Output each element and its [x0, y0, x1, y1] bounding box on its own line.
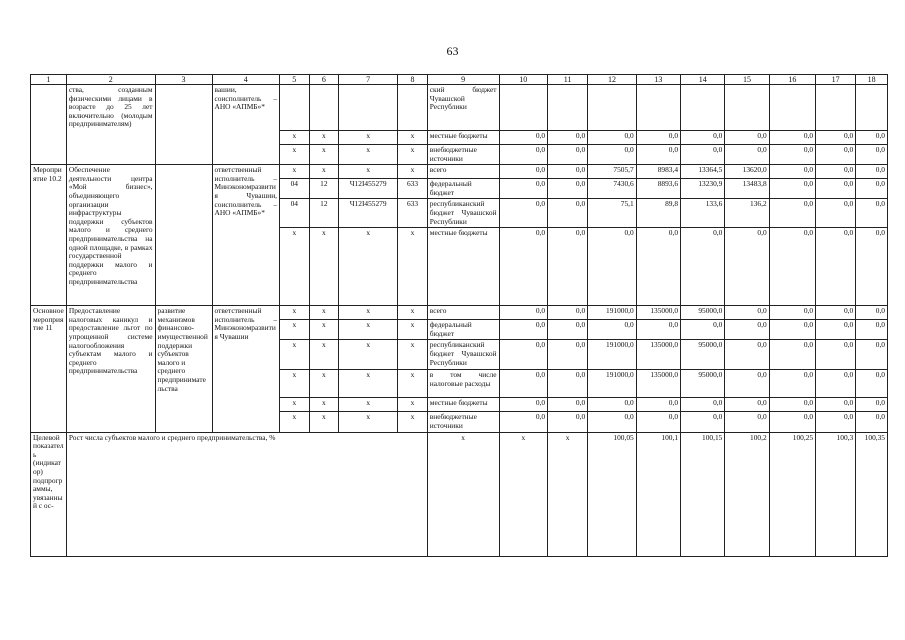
header-cell: 8: [398, 75, 428, 85]
indicator-value-cell: 100,35: [856, 432, 888, 556]
code-cell: x: [280, 398, 310, 412]
source-cell: местные бюджеты: [427, 131, 499, 145]
value-cell: 0,0: [548, 165, 588, 179]
code-cell: x: [280, 131, 310, 145]
value-cell: [769, 85, 815, 131]
measure-description-cell: ства, созданным физическими лицами в возрасте до 25 лет включительно (молодым предпринимателям): [66, 85, 155, 165]
value-cell: 0,0: [681, 145, 725, 165]
code-cell: x: [398, 320, 428, 340]
header-cell: 4: [212, 75, 280, 85]
source-cell: федеральный бюджет: [427, 179, 499, 199]
value-cell: 0,0: [769, 145, 815, 165]
value-cell: 0,0: [769, 398, 815, 412]
value-cell: 136,2: [725, 199, 769, 228]
budget-table: [30, 74, 888, 557]
executor-cell: вашии, соисполнитель – АНО «АПМБ»*: [212, 85, 280, 165]
value-cell: 0,0: [681, 228, 725, 306]
task-cell: [155, 165, 212, 306]
value-cell: 0,0: [499, 320, 548, 340]
value-cell: 0,0: [816, 398, 856, 412]
value-cell: 0,0: [548, 179, 588, 199]
code-cell: [280, 85, 310, 131]
code-cell: x: [398, 165, 428, 179]
table-row: [31, 85, 888, 131]
value-cell: 0,0: [816, 165, 856, 179]
code-cell: 04: [280, 179, 310, 199]
code-cell: x: [339, 370, 398, 398]
value-cell: 0,0: [769, 320, 815, 340]
source-cell: ский бюджет Чувашской Республики: [427, 85, 499, 131]
header-cell: 14: [681, 75, 725, 85]
value-cell: 0,0: [816, 228, 856, 306]
header-cell: 1: [31, 75, 67, 85]
value-cell: 135000,0: [636, 340, 680, 370]
value-cell: 0,0: [769, 131, 815, 145]
header-cell: 16: [769, 75, 815, 85]
value-cell: 0,0: [769, 165, 815, 179]
code-cell: x: [398, 398, 428, 412]
value-cell: 13620,0: [725, 165, 769, 179]
code-cell: 12: [309, 179, 339, 199]
value-cell: 0,0: [499, 199, 548, 228]
measure-name-cell: Мероприятие 10.2: [31, 165, 67, 306]
source-cell: внебюджетные источники: [427, 412, 499, 432]
code-cell: x: [339, 131, 398, 145]
value-cell: 0,0: [725, 131, 769, 145]
value-cell: 0,0: [725, 412, 769, 432]
header-cell: 15: [725, 75, 769, 85]
value-cell: 0,0: [588, 320, 637, 340]
value-cell: 0,0: [499, 179, 548, 199]
indicator-value-cell: 100,15: [681, 432, 725, 556]
value-cell: 0,0: [681, 131, 725, 145]
code-cell: x: [339, 320, 398, 340]
value-cell: 0,0: [548, 306, 588, 320]
value-cell: 0,0: [725, 340, 769, 370]
value-cell: 0,0: [499, 340, 548, 370]
value-cell: 0,0: [816, 412, 856, 432]
value-cell: 0,0: [725, 398, 769, 412]
value-cell: 0,0: [856, 320, 888, 340]
header-cell: 3: [155, 75, 212, 85]
code-cell: x: [309, 370, 339, 398]
code-cell: x: [280, 228, 310, 306]
value-cell: 0,0: [499, 370, 548, 398]
value-cell: 0,0: [816, 340, 856, 370]
task-cell: развитие механизмов финансово-имущественной поддержки субъектов малого и среднего предпринимательства: [155, 306, 212, 432]
source-cell: в том числе налоговые расходы: [427, 370, 499, 398]
value-cell: 0,0: [769, 340, 815, 370]
value-cell: 0,0: [856, 412, 888, 432]
value-cell: 0,0: [769, 412, 815, 432]
value-cell: 0,0: [681, 320, 725, 340]
value-cell: 0,0: [588, 228, 637, 306]
header-row: [31, 75, 888, 85]
value-cell: 0,0: [548, 398, 588, 412]
value-cell: 13364,5: [681, 165, 725, 179]
value-cell: 8893,6: [636, 179, 680, 199]
measure-name-cell: Основное мероприятие 11: [31, 306, 67, 432]
code-cell: x: [398, 131, 428, 145]
code-cell: 633: [398, 199, 428, 228]
value-cell: 0,0: [816, 145, 856, 165]
value-cell: 0,0: [548, 145, 588, 165]
header-cell: 7: [339, 75, 398, 85]
indicator-value-cell: 100,05: [588, 432, 637, 556]
measure-description-cell: Предоставление налоговых каникул и предоставление льгот по упрощенной системе налогообложения субъектам малого и среднего предпринимательства: [66, 306, 155, 432]
header-cell: 13: [636, 75, 680, 85]
value-cell: 0,0: [816, 179, 856, 199]
value-cell: [636, 85, 680, 131]
value-cell: [856, 85, 888, 131]
code-cell: x: [339, 165, 398, 179]
value-cell: 0,0: [636, 131, 680, 145]
code-cell: x: [280, 306, 310, 320]
code-cell: x: [339, 145, 398, 165]
value-cell: 191000,0: [588, 306, 637, 320]
value-cell: 0,0: [856, 398, 888, 412]
code-cell: x: [339, 306, 398, 320]
code-cell: x: [398, 412, 428, 432]
value-cell: 75,1: [588, 199, 637, 228]
value-cell: 133,6: [681, 199, 725, 228]
executor-cell: ответственный исполнитель – Минэкономразвития Чувашии: [212, 306, 280, 432]
value-cell: 0,0: [856, 179, 888, 199]
target-indicator-row: [31, 432, 888, 556]
code-cell: x: [280, 370, 310, 398]
header-cell: 6: [309, 75, 339, 85]
code-cell: x: [280, 320, 310, 340]
value-cell: 0,0: [856, 145, 888, 165]
code-cell: x: [398, 370, 428, 398]
header-cell: 9: [427, 75, 499, 85]
source-cell: всего: [427, 306, 499, 320]
value-cell: 0,0: [856, 199, 888, 228]
code-cell: x: [398, 228, 428, 306]
value-cell: 0,0: [636, 145, 680, 165]
code-cell: Ч12I455279: [339, 199, 398, 228]
value-cell: 0,0: [548, 320, 588, 340]
value-cell: 0,0: [588, 398, 637, 412]
value-cell: [681, 85, 725, 131]
value-cell: 0,0: [681, 398, 725, 412]
value-cell: 7430,6: [588, 179, 637, 199]
code-cell: x: [280, 145, 310, 165]
value-cell: 0,0: [548, 228, 588, 306]
value-cell: 191000,0: [588, 370, 637, 398]
source-cell: республиканский бюджет Чувашской Республики: [427, 199, 499, 228]
value-cell: 0,0: [856, 306, 888, 320]
code-cell: x: [309, 145, 339, 165]
value-cell: 8983,4: [636, 165, 680, 179]
value-cell: 0,0: [681, 412, 725, 432]
value-cell: 0,0: [548, 199, 588, 228]
value-cell: 13230,9: [681, 179, 725, 199]
value-cell: 135000,0: [636, 306, 680, 320]
value-cell: 0,0: [856, 165, 888, 179]
value-cell: 0,0: [548, 131, 588, 145]
value-cell: 135000,0: [636, 370, 680, 398]
code-cell: x: [339, 340, 398, 370]
table-row: [31, 306, 888, 320]
header-cell: 10: [499, 75, 548, 85]
indicator-source-cell: x: [427, 432, 499, 556]
indicator-value-cell: 100,25: [769, 432, 815, 556]
value-cell: 95000,0: [681, 306, 725, 320]
value-cell: 13483,8: [725, 179, 769, 199]
code-cell: x: [309, 306, 339, 320]
indicator-value-cell: 100,2: [725, 432, 769, 556]
code-cell: x: [309, 320, 339, 340]
value-cell: 0,0: [588, 131, 637, 145]
value-cell: 0,0: [499, 228, 548, 306]
value-cell: 95000,0: [681, 370, 725, 398]
header-cell: 17: [816, 75, 856, 85]
value-cell: 0,0: [769, 179, 815, 199]
indicator-value-cell: x: [548, 432, 588, 556]
value-cell: 0,0: [588, 145, 637, 165]
code-cell: x: [339, 412, 398, 432]
value-cell: 0,0: [816, 306, 856, 320]
value-cell: 89,8: [636, 199, 680, 228]
code-cell: x: [339, 398, 398, 412]
code-cell: 633: [398, 179, 428, 199]
value-cell: 0,0: [856, 228, 888, 306]
source-cell: местные бюджеты: [427, 228, 499, 306]
code-cell: x: [398, 340, 428, 370]
source-cell: внебюджетные источники: [427, 145, 499, 165]
value-cell: 0,0: [856, 370, 888, 398]
value-cell: 0,0: [499, 165, 548, 179]
value-cell: 0,0: [856, 131, 888, 145]
code-cell: x: [309, 228, 339, 306]
value-cell: 191000,0: [588, 340, 637, 370]
value-cell: 0,0: [816, 199, 856, 228]
value-cell: 0,0: [499, 398, 548, 412]
value-cell: 0,0: [636, 228, 680, 306]
value-cell: 0,0: [725, 370, 769, 398]
value-cell: 0,0: [499, 145, 548, 165]
code-cell: x: [398, 306, 428, 320]
header-cell: 2: [66, 75, 155, 85]
code-cell: [309, 85, 339, 131]
value-cell: 0,0: [856, 340, 888, 370]
value-cell: 7505,7: [588, 165, 637, 179]
code-cell: [339, 85, 398, 131]
code-cell: x: [309, 340, 339, 370]
value-cell: 0,0: [636, 320, 680, 340]
source-cell: местные бюджеты: [427, 398, 499, 412]
value-cell: [588, 85, 637, 131]
indicator-value-cell: 100,3: [816, 432, 856, 556]
header-cell: 11: [548, 75, 588, 85]
task-cell: [155, 85, 212, 165]
indicator-name-cell: Целевой показатель (индикатор) подпрограммы, увязанный с ос-: [31, 432, 67, 556]
code-cell: 12: [309, 199, 339, 228]
code-cell: [398, 85, 428, 131]
header-cell: 5: [280, 75, 310, 85]
value-cell: 0,0: [725, 145, 769, 165]
code-cell: x: [280, 165, 310, 179]
code-cell: x: [398, 145, 428, 165]
source-cell: федеральный бюджет: [427, 320, 499, 340]
code-cell: 04: [280, 199, 310, 228]
header-cell: 18: [856, 75, 888, 85]
value-cell: 0,0: [725, 228, 769, 306]
value-cell: 0,0: [769, 306, 815, 320]
measure-name-cell: [31, 85, 67, 165]
value-cell: 0,0: [499, 131, 548, 145]
page-number: 63: [446, 44, 459, 58]
executor-cell: ответственный исполнитель – Минэкономразвития Чувашии, соисполнитель – АНО «АПМБ»*: [212, 165, 280, 306]
code-cell: x: [339, 228, 398, 306]
code-cell: Ч12I455279: [339, 179, 398, 199]
value-cell: 0,0: [725, 320, 769, 340]
indicator-value-cell: 100,1: [636, 432, 680, 556]
header-cell: 12: [588, 75, 637, 85]
value-cell: 0,0: [816, 320, 856, 340]
value-cell: 0,0: [816, 370, 856, 398]
value-cell: [499, 85, 548, 131]
indicator-value-cell: x: [499, 432, 548, 556]
code-cell: x: [309, 412, 339, 432]
value-cell: 0,0: [548, 412, 588, 432]
value-cell: 95000,0: [681, 340, 725, 370]
code-cell: x: [280, 340, 310, 370]
code-cell: x: [309, 398, 339, 412]
source-cell: республиканский бюджет Чувашской Республики: [427, 340, 499, 370]
value-cell: 0,0: [636, 398, 680, 412]
code-cell: x: [280, 412, 310, 432]
value-cell: 0,0: [548, 340, 588, 370]
value-cell: 0,0: [499, 412, 548, 432]
value-cell: 0,0: [548, 370, 588, 398]
value-cell: [816, 85, 856, 131]
value-cell: 0,0: [769, 228, 815, 306]
value-cell: 0,0: [816, 131, 856, 145]
value-cell: 0,0: [769, 199, 815, 228]
measure-description-cell: Обеспечение деятельности центра «Мой бизнес», объединяющего организации инфраструктуры поддержки субъектов малого и среднего предпринимательства на одной площадке, в рамках государственной поддержки малого и среднего предпринимательства: [66, 165, 155, 306]
value-cell: [725, 85, 769, 131]
value-cell: [548, 85, 588, 131]
value-cell: 0,0: [499, 306, 548, 320]
value-cell: 0,0: [725, 306, 769, 320]
value-cell: 0,0: [636, 412, 680, 432]
code-cell: x: [309, 131, 339, 145]
indicator-text-cell: Рост числа субъектов малого и среднего предпринимательства, %: [66, 432, 427, 556]
table-row: [31, 165, 888, 179]
value-cell: 0,0: [588, 412, 637, 432]
source-cell: всего: [427, 165, 499, 179]
value-cell: 0,0: [769, 370, 815, 398]
code-cell: x: [309, 165, 339, 179]
